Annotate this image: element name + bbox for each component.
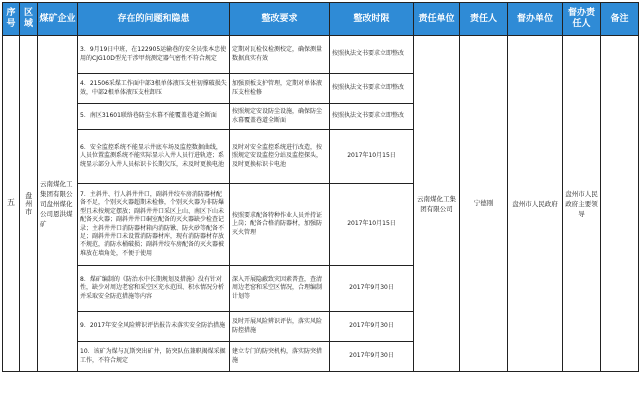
region-text: 盘州市 [24, 191, 33, 216]
deadline-cell: 2017年9月30日 [330, 342, 414, 372]
deadline-cell: 2017年10月15日 [330, 130, 414, 184]
requirement-cell: 定期对瓦检仪检测校定，确保测量数据真实有效 [230, 36, 330, 74]
issue-cell: 7．主斜井、行人斜井井口，副斜井绞车房消防器材配备不足，个别灭火器超期未检修，个别灭火器为非防爆型且未按规定摆放；副斜井井口采区上山、南区下山未配备灭火器；副斜井井口硐室配备的灭火器缺少检查记录；主斜井井口消防器材箱内消防锹、防火砂等配备不足；副斜井井口未设置消防器材库，现有消防器材存放不规范，消防水桶破损；副斜井绞车房配备的灭火器被堆放在墙角处，不便于使用 [78, 184, 230, 266]
requirement-cell: 按照规定安设防尘设施，确保防尘水幕覆盖巷道全断面 [230, 104, 330, 130]
group-supervisor: 盘州市人民政府 [508, 36, 563, 372]
header-supervisor: 督办单位 [508, 3, 563, 36]
table-row [3, 36, 639, 74]
header-seq: 序号 [3, 3, 20, 36]
issue-cell: 8．煤矿编制的《防治水中长期规划及措施》没有针对性，缺少对周边老窑和采空区充水范围、积水情况分析并采取安全防范措施等内容 [78, 266, 230, 312]
group-mine: 云南煤化工集团有限公司盘州煤化公司恩洪煤矿 [38, 36, 78, 372]
issue-cell: 4．21506采煤工作面中部3根单体液压支柱初撑破损失效，中部2根单体液压支柱卸压 [78, 74, 230, 104]
deadline-cell: 按照执法文书要求立即整改 [330, 74, 414, 104]
deadline-cell: 2017年10月15日 [330, 184, 414, 266]
rectification-table [2, 2, 639, 372]
requirement-cell: 及时开展风险辨识评估，落实风险防控措施 [230, 312, 330, 342]
header-region: 区域 [20, 3, 38, 36]
requirement-cell: 及时对安全监控系统进行改造，按照规定安设监控分站及监控探头，及时更换标识卡电池 [230, 130, 330, 184]
deadline-cell: 2017年9月30日 [330, 312, 414, 342]
requirement-cell: 深入开展隐蔽致灾因素普查，查清周边老窑和采空区情况，合理编制计划等 [230, 266, 330, 312]
header-mine: 煤矿企业 [38, 3, 78, 36]
group-remarks [601, 36, 639, 372]
header-supervisor-person: 督办责任人 [563, 3, 601, 36]
header-deadline: 整改时限 [330, 3, 414, 36]
group-region [20, 36, 38, 372]
header-requirement: 整改要求 [230, 3, 330, 36]
deadline-cell: 2017年9月30日 [330, 266, 414, 312]
header-person: 责任人 [460, 3, 508, 36]
issue-cell: 9．2017年安全风险辨识评估报告未落实安全防治措施 [78, 312, 230, 342]
group-supervisor-person: 盘州市人民政府主要领导 [563, 36, 601, 372]
deadline-cell: 按照执法文书要求立即整改 [330, 36, 414, 74]
header-unit: 责任单位 [414, 3, 460, 36]
requirement-cell: 加强顶板支护管理，定期对单体液压支柱检修 [230, 74, 330, 104]
issue-cell: 6．安全监控系统不能显示井底车场及监控数据曲线，人员位置监测系统不能实际显示入井人员行进轨迹；系统显示部分入井人员标识卡长期欠压，未及时更换电池 [78, 130, 230, 184]
requirement-cell: 按照要求配备特种作业人员并持证上岗；配备合格消防器材，加强防灭火管理 [230, 184, 330, 266]
group-seq: 五 [3, 36, 20, 372]
group-person: 宁德刚 [460, 36, 508, 372]
issue-cell: 3．9月19日中班，在122905运输巷的安全员张本忠使用的CJG10D型光干涉甲烷测定器气密性不符合规定 [78, 36, 230, 74]
header-row [3, 3, 639, 36]
header-remarks: 备注 [601, 3, 639, 36]
requirement-cell: 建立专门的防突机构，落实防突措施 [230, 342, 330, 372]
issue-cell: 5．南区31601联络巷防尘水幕不能覆盖巷道全断面 [78, 104, 230, 130]
deadline-cell: 按照执法文书要求立即整改 [330, 104, 414, 130]
issue-cell: 10．该矿为煤与瓦斯突出矿井，防突队伍兼职揭煤采掘工作，不符合规定 [78, 342, 230, 372]
header-issues: 存在的问题和隐患 [78, 3, 230, 36]
group-unit: 云南煤化工集团有限公司 [414, 36, 460, 372]
